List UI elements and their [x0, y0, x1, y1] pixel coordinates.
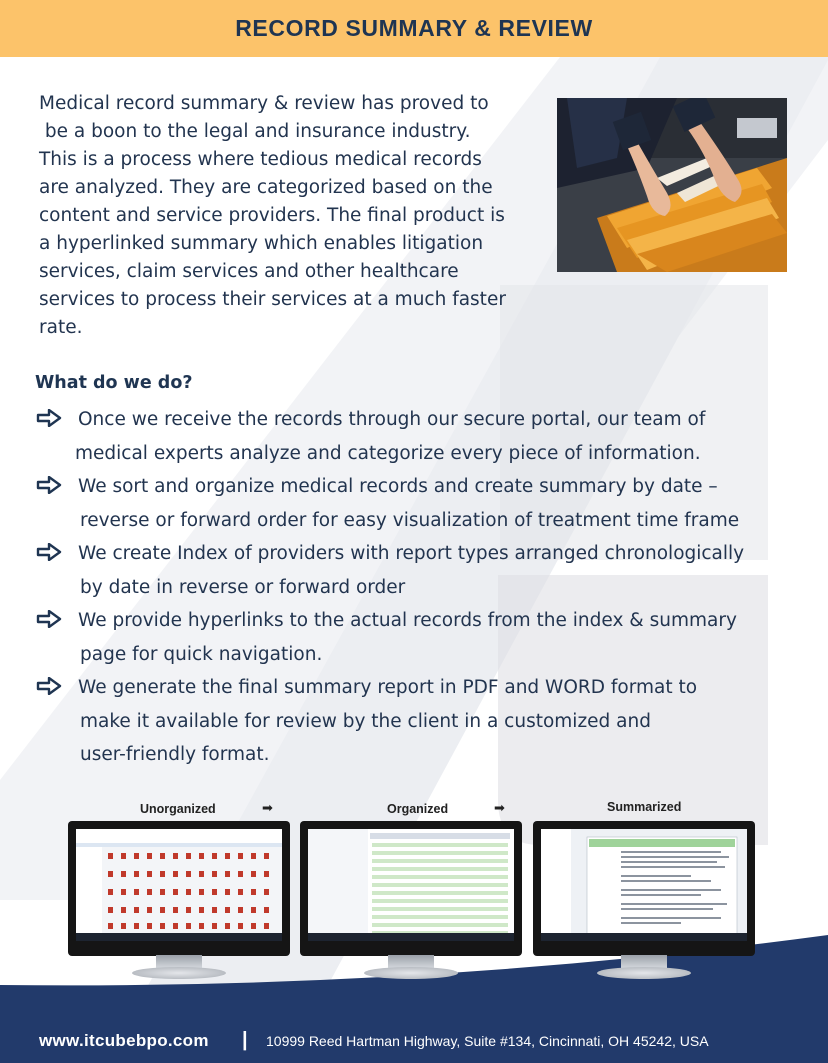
page-title: RECORD SUMMARY & REVIEW — [235, 15, 593, 41]
list-item-text: medical experts analyze and categorize every piece of information. — [75, 442, 701, 464]
index-table-screenshot — [308, 829, 514, 941]
organized-monitor — [300, 821, 522, 987]
section-heading: What do we do? — [35, 373, 193, 393]
intro-line: rate. — [39, 317, 83, 338]
outlined-right-arrow-icon — [36, 476, 62, 494]
list-item-text: We provide hyperlinks to the actual records from the index & summary — [78, 610, 737, 631]
outlined-right-arrow-icon — [36, 677, 62, 695]
intro-paragraph — [39, 90, 539, 342]
summary-report-screenshot — [541, 829, 747, 941]
file-explorer-screenshot — [76, 829, 282, 941]
list-item — [36, 403, 796, 470]
list-item — [36, 604, 796, 671]
workflow-monitors — [0, 800, 828, 995]
list-item — [36, 537, 796, 604]
list-item-text: page for quick navigation. — [80, 643, 323, 665]
outlined-right-arrow-icon — [36, 409, 62, 427]
intro-line: This is a process where tedious medical records — [39, 149, 482, 170]
file-folders-photo — [557, 98, 787, 272]
company-address: 10999 Reed Hartman Highway, Suite #134, Cincinnati, OH 45242, USA — [266, 1033, 709, 1049]
list-item-text: We generate the final summary report in PDF and WORD format to — [78, 677, 698, 698]
intro-line: Medical record summary & review has proved to — [39, 93, 489, 114]
list-item-text: We sort and organize medical records and create summary by date – — [78, 476, 718, 497]
intro-line: are analyzed. They are categorized based on the — [39, 177, 493, 198]
outlined-right-arrow-icon — [36, 543, 62, 561]
list-item-text: user-friendly format. — [80, 744, 270, 765]
intro-line: a hyperlinked summary which enables litigation — [39, 233, 484, 254]
services-list — [36, 403, 796, 772]
list-item-text: reverse or forward order for easy visualization of treatment time frame — [80, 509, 740, 531]
intro-line: content and service providers. The final product is — [39, 205, 505, 226]
summarized-label: Summarized — [607, 800, 682, 814]
intro-line: be a boon to the legal and insurance industry. — [39, 121, 471, 142]
list-item — [36, 470, 796, 537]
footer-separator: | — [242, 1029, 248, 1051]
unorganized-label: Unorganized — [140, 802, 216, 816]
list-item-text: We create Index of providers with report types arranged chronologically — [78, 543, 745, 564]
website-link[interactable]: www.itcubebpo.com — [39, 1031, 209, 1050]
intro-line: services to process their services at a much faster — [39, 289, 506, 310]
right-arrow-icon: ➡ — [262, 801, 273, 816]
list-item — [36, 671, 796, 772]
unorganized-monitor — [68, 821, 290, 987]
page-header — [0, 0, 828, 57]
list-item-text: Once we receive the records through our secure portal, our team of — [78, 409, 706, 430]
page-footer — [0, 1012, 828, 1063]
list-item-text: make it available for review by the client in a customized and — [80, 710, 651, 732]
list-item-text: by date in reverse or forward order — [80, 576, 406, 598]
outlined-right-arrow-icon — [36, 610, 62, 628]
organized-label: Organized — [387, 802, 449, 816]
intro-line: services, claim services and other healthcare — [39, 261, 459, 282]
summarized-monitor — [533, 821, 755, 987]
right-arrow-icon: ➡ — [494, 801, 505, 816]
